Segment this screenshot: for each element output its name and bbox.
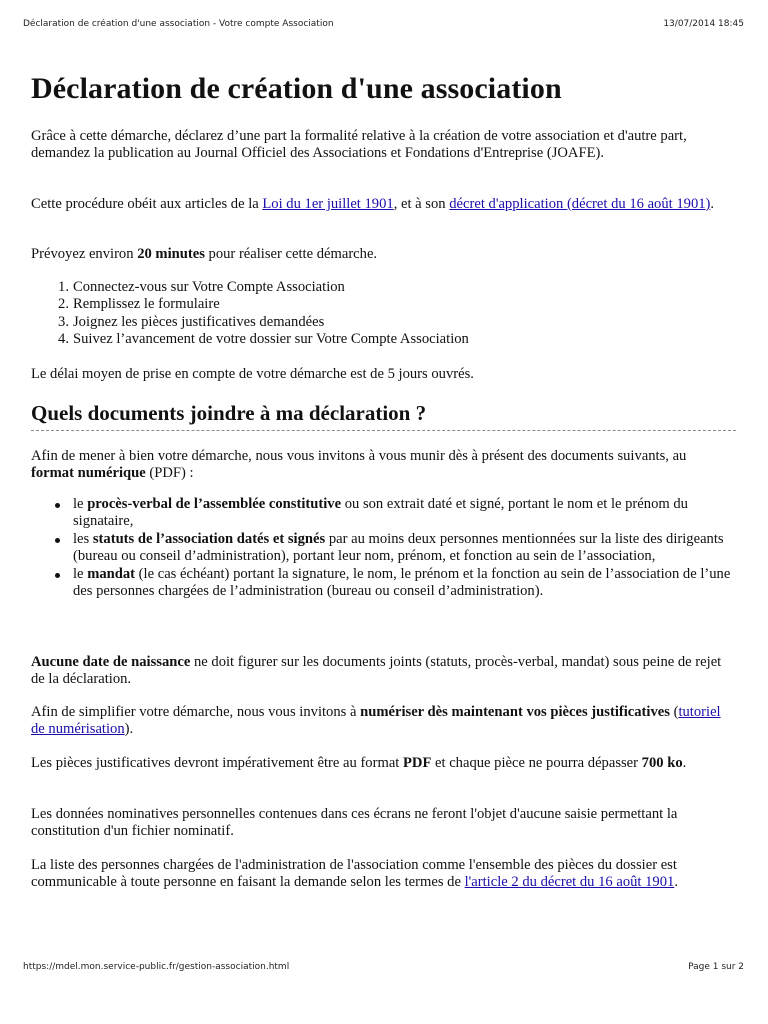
step-item: 4. Suivez l’avancement de votre dossier sur Votre Compte Association	[58, 331, 469, 348]
step-text: Connectez-vous sur Votre Compte Association	[73, 279, 345, 295]
print-footer	[0, 962, 768, 974]
step-item: 3. Joignez les pièces justificatives demandées	[58, 313, 325, 330]
documents-list	[73, 496, 738, 600]
document-item	[73, 496, 738, 531]
privacy-paragraph: Les données nominatives personnelles contenues dans ces écrans ne feront l'objet d'aucune saisie permettant la constitution d'un fichier nominatif.	[31, 806, 678, 840]
step-item: 2. Remplissez le formulaire	[58, 296, 220, 313]
document-prefix: le	[73, 565, 88, 582]
procedure-prefix: Cette procédure obéit aux articles de la	[31, 196, 263, 212]
step-text: Remplissez le formulaire	[73, 296, 220, 313]
communication-paragraph	[31, 857, 731, 892]
page-title: Déclaration de création d'une association	[31, 72, 562, 105]
step-text: Suivez l’avancement de votre dossier sur Votre Compte Association	[73, 331, 469, 348]
scan-suffix: ).	[124, 721, 134, 738]
document-item	[73, 531, 738, 566]
step-item: 1. Connectez-vous sur Votre Compte Association	[58, 279, 345, 295]
format-middle: et chaque pièce ne pourra dépasser	[431, 755, 642, 771]
step-text: Joignez les pièces justificatives demandées	[73, 313, 325, 330]
document-name: statuts de l’association datés et signés	[92, 530, 326, 547]
format-prefix: Les pièces justificatives devront impérativement être au format	[31, 755, 403, 771]
docs-intro-prefix: Afin de mener à bien votre démarche, nous vous invitons à vous munir dès à présent des documents suivants, au	[31, 448, 687, 464]
format-paragraph	[31, 755, 731, 772]
print-header-title: Déclaration de création d'une association - Votre compte Association	[23, 19, 334, 29]
delay-paragraph: Le délai moyen de prise en compte de votre démarche est de 5 jours ouvrés.	[31, 366, 474, 382]
document-prefix: les	[73, 530, 93, 547]
birthdate-warning: Aucune date de naissance	[31, 654, 191, 670]
document-name: procès-verbal de l’assemblée constitutive	[87, 496, 342, 512]
bullet-icon	[55, 573, 60, 578]
tutoriel-numerisation-link[interactable]: tutoriel de numérisation	[31, 704, 721, 738]
steps-list	[58, 279, 723, 349]
scan-middle: (	[669, 704, 679, 720]
print-footer-page: Page 1 sur 2	[688, 962, 744, 972]
bullet-icon	[55, 503, 60, 508]
article-2-decret-link[interactable]: l'article 2 du décret du 16 août 1901	[464, 874, 675, 891]
print-header	[0, 19, 768, 31]
scan-emphasis: numériser dès maintenant vos pièces justificatives	[360, 704, 670, 720]
scan-paragraph	[31, 704, 731, 739]
bullet-icon	[55, 538, 60, 543]
procedure-paragraph	[31, 196, 731, 213]
document-description: ou son extrait daté et signé, portant le nom et le prénom du signataire,	[73, 496, 688, 530]
docs-intro-format: format numérique	[31, 465, 146, 482]
document-description: par au moins deux personnes mentionnées sur la liste des dirigeants (bureau ou conseil d’administration), portant leur nom, prénom, et fonction au sein de l’association,	[73, 530, 724, 565]
communication-text: La liste des personnes chargées de l'administration de l'association comme l'ensemble des pièces du dossier est communicable à toute personne en faisant la demande selon les termes de	[31, 857, 677, 891]
procedure-middle: , et à son	[393, 196, 450, 212]
format-suffix: .	[682, 755, 687, 771]
print-header-datetime: 13/07/2014 18:45	[663, 19, 744, 29]
loi-1901-link[interactable]: Loi du 1er juillet 1901	[262, 196, 394, 212]
document-name: mandat	[87, 565, 136, 582]
print-footer-url: https://mdel.mon.service-public.fr/gestion-association.html	[23, 962, 290, 972]
format-size-limit: 700 ko	[641, 755, 683, 771]
scan-prefix: Afin de simplifier votre démarche, nous vous invitons à	[31, 704, 361, 720]
docs-intro-suffix: (PDF) :	[145, 465, 194, 482]
document-prefix: le	[73, 496, 88, 512]
format-type: PDF	[403, 755, 432, 771]
section-title: Quels documents joindre à ma déclaration ?	[31, 401, 736, 431]
duration-suffix: pour réaliser cette démarche.	[204, 246, 378, 262]
birthdate-paragraph	[31, 654, 731, 689]
birthdate-text: ne doit figurer sur les documents joints (statuts, procès-verbal, mandat) sous peine de rejet de la déclaration.	[31, 654, 722, 688]
communication-suffix: .	[674, 874, 678, 891]
document-item	[73, 566, 738, 601]
decret-application-link[interactable]: décret d'application (décret du 16 août 1901)	[449, 196, 711, 212]
document-description: (le cas échéant) portant la signature, le nom, le prénom et la fonction au sein de l’association de l’une des personnes chargées de l’administration (bureau ou conseil d’administration).	[73, 565, 731, 600]
duration-paragraph	[31, 246, 731, 263]
procedure-suffix: .	[710, 196, 715, 212]
duration-prefix: Prévoyez environ	[31, 246, 138, 262]
intro-paragraph: Grâce à cette démarche, déclarez d’une part la formalité relative à la création de votre association et d'autre part, demandez la publication au Journal Officiel des Associations et Fondations d'Entreprise (JOAFE).	[31, 128, 687, 162]
docs-intro-paragraph	[31, 448, 731, 483]
duration-value: 20 minutes	[137, 246, 205, 262]
